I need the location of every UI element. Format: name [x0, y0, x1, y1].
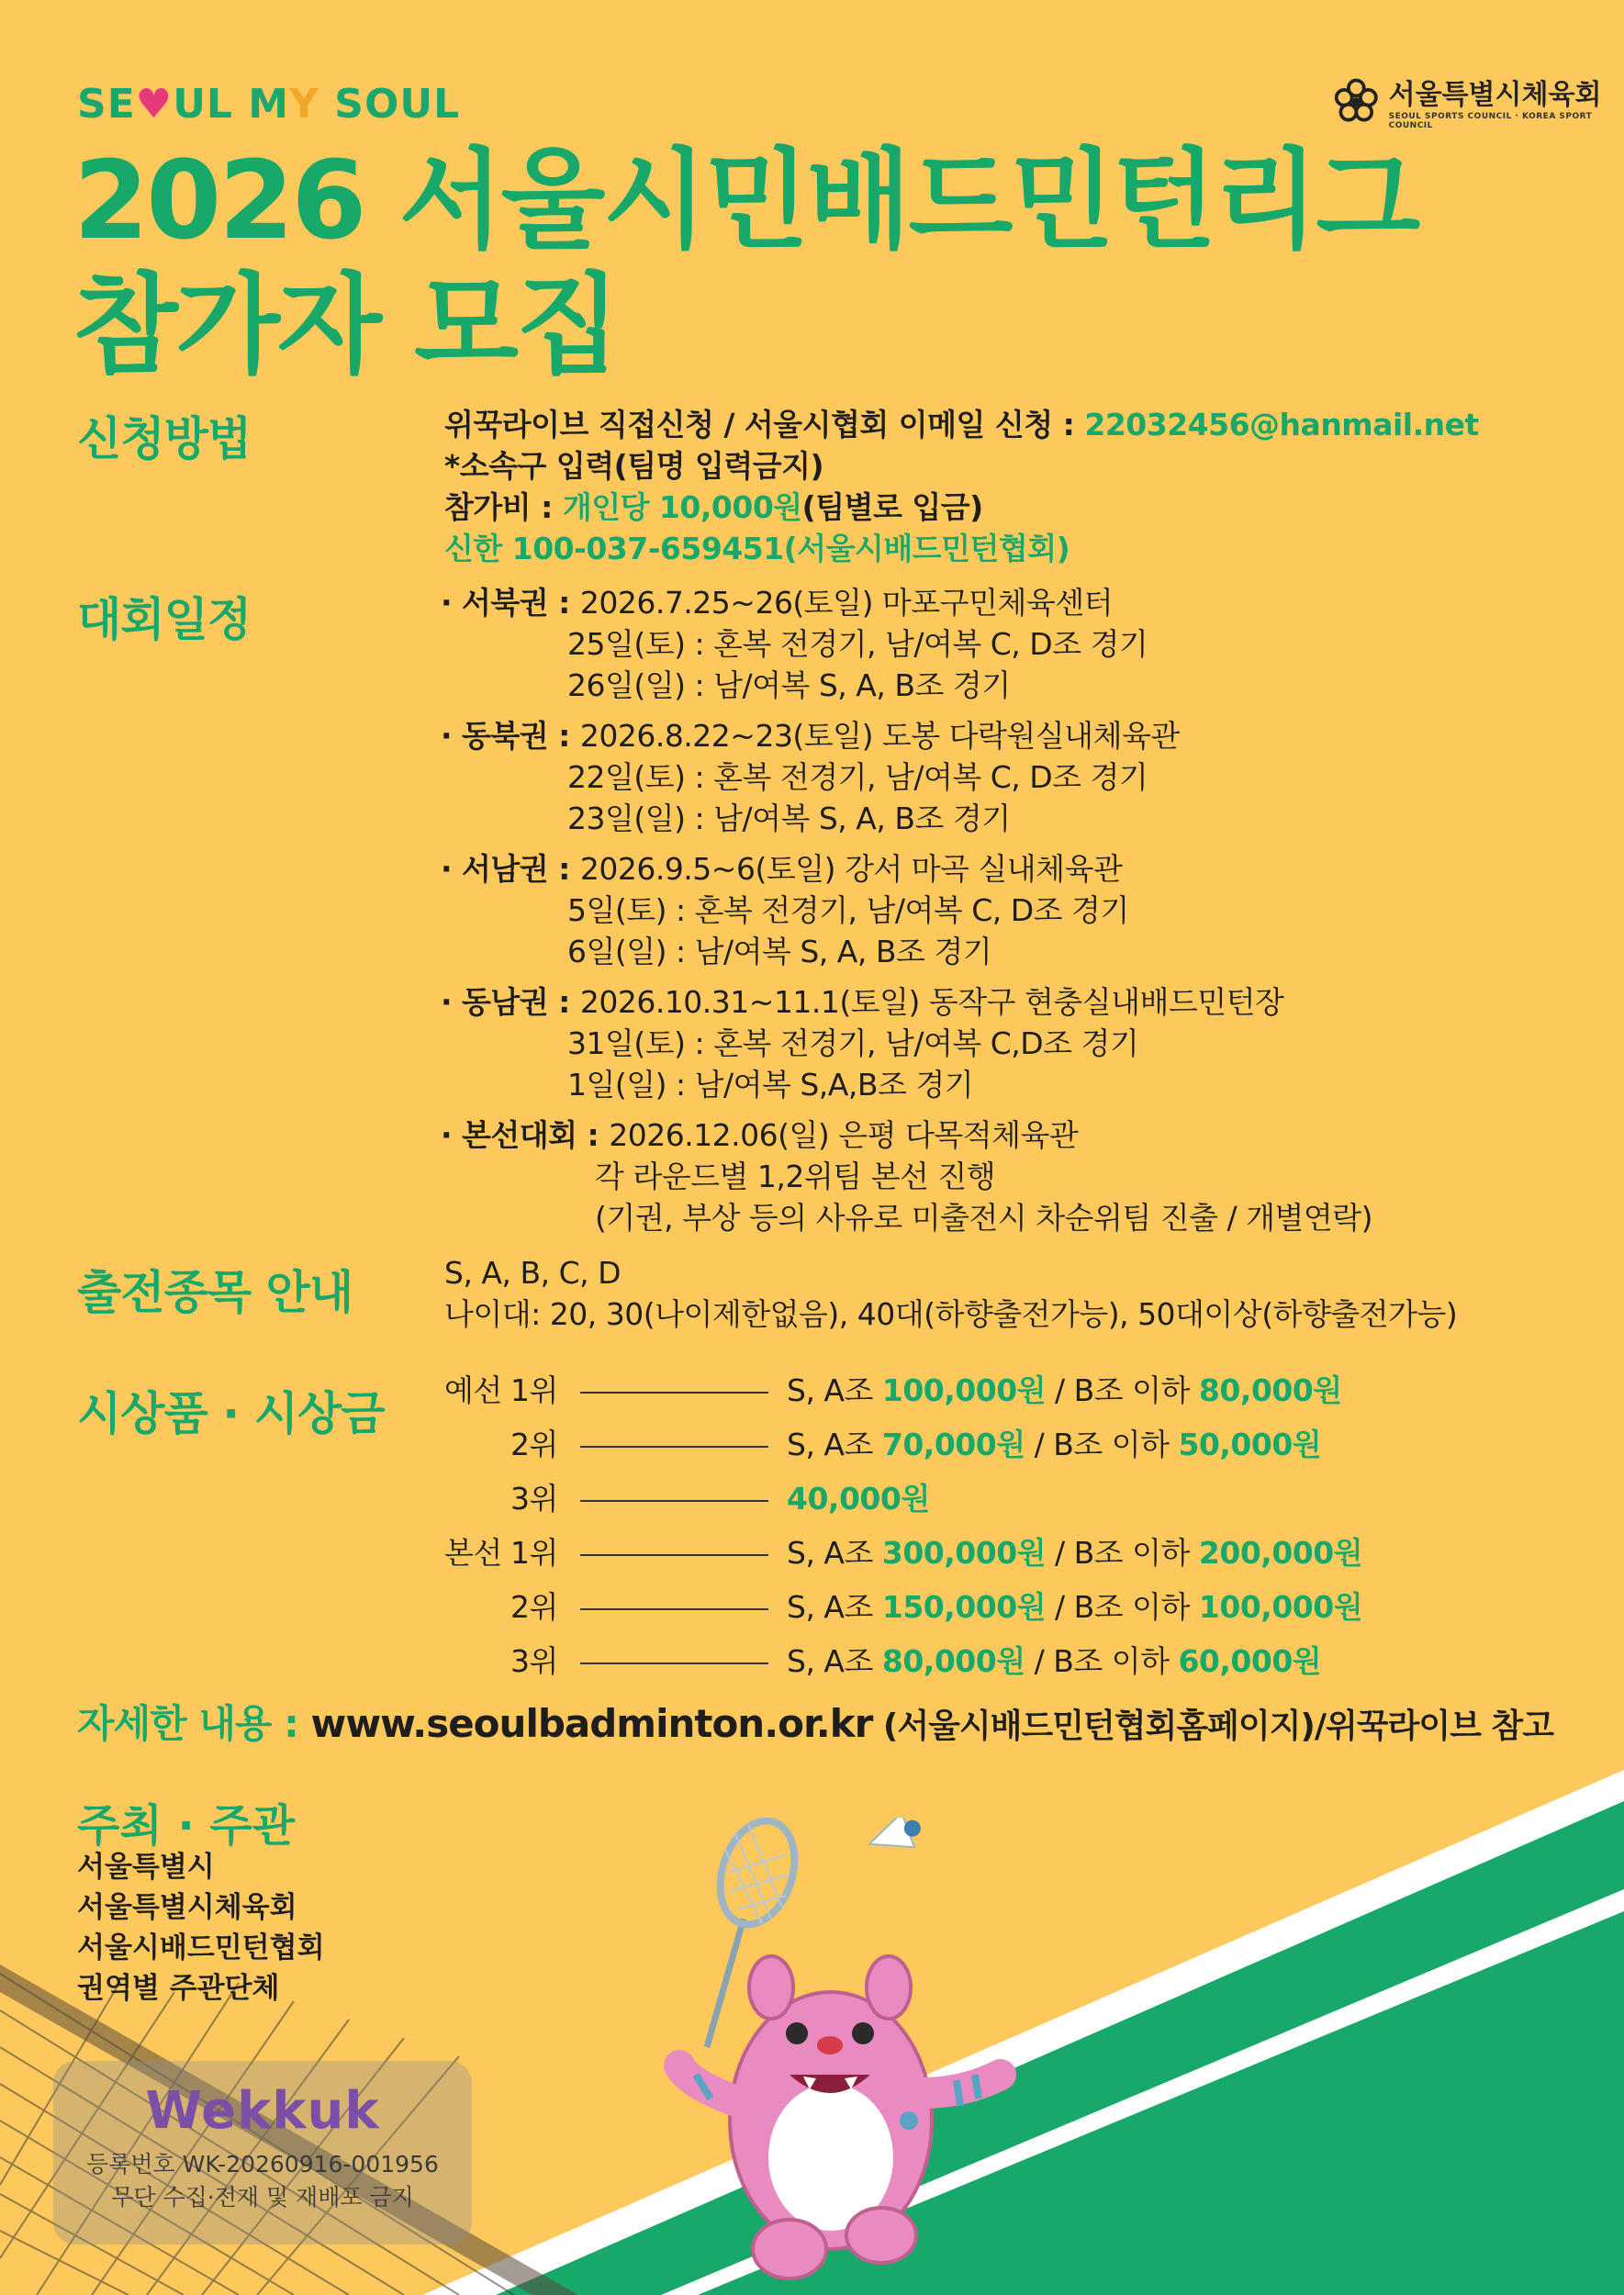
host-item: 서울시배드민턴협회 [77, 1931, 325, 1965]
prizes-label: 시상품 · 시상금 [77, 1387, 385, 1440]
council-subtitle: SEOUL SPORTS COUNCIL · KOREA SPORT COUNCIL [1388, 112, 1593, 130]
details-url[interactable]: www.seoulbadminton.or.kr [310, 1701, 873, 1746]
council-emblem-icon [1333, 76, 1380, 126]
heart-icon: ♥ [135, 81, 174, 128]
prize-row: 2위 S, A조 150,000원 / B조 이하 100,000원 [510, 1589, 1363, 1625]
council-name: 서울특별시체육회 [1388, 79, 1602, 111]
event-age-groups: 나이대: 20, 30(나이제한없음), 40대(하향출전가능), 50대이상(하향출전가능) [444, 1296, 1458, 1332]
application-method: 위꾹라이브 직접신청 / 서울시협회 이메일 신청 : [444, 407, 1085, 442]
wekkuk-logo: Wekkuk [145, 2081, 380, 2141]
prize-row: 예선 1위 S, A조 100,000원 / B조 이하 80,000원 [444, 1372, 1342, 1408]
schedule-block-northwest: · 서북권 : 2026.7.25~26(토일) 마포구민체육센터 25일(토) : 혼복 전경기, 남/여복 C, D조 경기 26일(일) : 남/여복 S, A, B조 경기 [441, 585, 1148, 703]
seoul-sports-council-logo [1333, 72, 1624, 130]
watermark-registration: 등록번호 WK-20260916-001956 [86, 2151, 439, 2177]
schedule-label: 대회일정 [77, 593, 252, 646]
mascot-illustration [633, 1818, 1037, 2295]
prize-row: 본선 1위 S, A조 300,000원 / B조 이하 200,000원 [444, 1535, 1363, 1571]
events-section [444, 1252, 1457, 1335]
prize-row: 3위 S, A조 80,000원 / B조 이하 60,000원 [510, 1643, 1322, 1679]
host-item: 권역별 주관단체 [77, 1972, 280, 2005]
details-line [77, 1694, 1553, 1749]
title-line-2: 참가자 모집 [73, 262, 619, 388]
host-item: 서울특별시 [77, 1851, 215, 1884]
application-label: 신청방법 [77, 412, 252, 465]
prize-row: 2위 S, A조 70,000원 / B조 이하 50,000원 [510, 1427, 1322, 1462]
application-note: *소속구 입력(팀명 입력금지) [444, 448, 824, 484]
watermark-notice: 무단 수집·전재 및 재배포 금지 [111, 2184, 414, 2211]
schedule-block-southeast: · 동남권 : 2026.10.31~11.1(토일) 동작구 현충실내배드민턴장 31일(토) : 혼복 전경기, 남/여복 C,D조 경기 1일(일) : 남/여복 S,A,B조 경기 [441, 984, 1284, 1103]
application-email: 22032456@hanmail.net [1084, 407, 1479, 442]
schedule-block-northeast: · 동북권 : 2026.8.22~23(토일) 도봉 다락원실내체육관 22일(토) : 혼복 전경기, 남/여복 C, D조 경기 23일(일) : 남/여복 S, A, B조 경기 [441, 718, 1180, 836]
bank-account: 신한 100-037-659451(서울시배드민턴협회) [444, 531, 1070, 566]
fee-value: 개인당 10,000원 [562, 489, 802, 525]
shuttlecock-icon [863, 1818, 926, 1862]
title-line-1: 2026 서울시민배드민턴리그 [73, 137, 1418, 263]
details-suffix: (서울시배드민턴협회홈페이지)/위꾹라이브 참고 [872, 1707, 1553, 1745]
seoul-my-soul-logo: SE♥UL MY SOUL [77, 81, 461, 128]
host-item: 서울특별시체육회 [77, 1891, 297, 1924]
event-classes: S, A, B, C, D [444, 1255, 622, 1291]
hosts-label: 주최 · 주관 [77, 1800, 296, 1852]
schedule-list [441, 582, 1372, 1238]
application-section [444, 404, 1479, 569]
events-label: 출전종목 안내 [77, 1266, 353, 1319]
watermark [53, 2061, 472, 2245]
hosts-list [77, 1847, 325, 2009]
schedule-block-final: · 본선대회 : 2026.12.06(일) 은평 다목적체육관 각 라운드별 1,2위팀 본선 진행 (기권, 부상 등의 사유로 미출전시 차순위팀 진출 / 개별연락) [441, 1117, 1372, 1236]
fee-label: 참가비 : [444, 489, 563, 525]
prize-row: 3위 40,000원 [510, 1481, 930, 1517]
schedule-block-southwest: · 서남권 : 2026.9.5~6(토일) 강서 마곡 실내체육관 5일(토) : 혼복 전경기, 남/여복 C, D조 경기 6일(일) : 남/여복 S, A, B조 경기 [441, 851, 1129, 969]
page-title [73, 138, 1417, 387]
fee-suffix: (팀별로 입금) [801, 489, 983, 525]
details-label: 자세한 내용 : [77, 1701, 311, 1746]
